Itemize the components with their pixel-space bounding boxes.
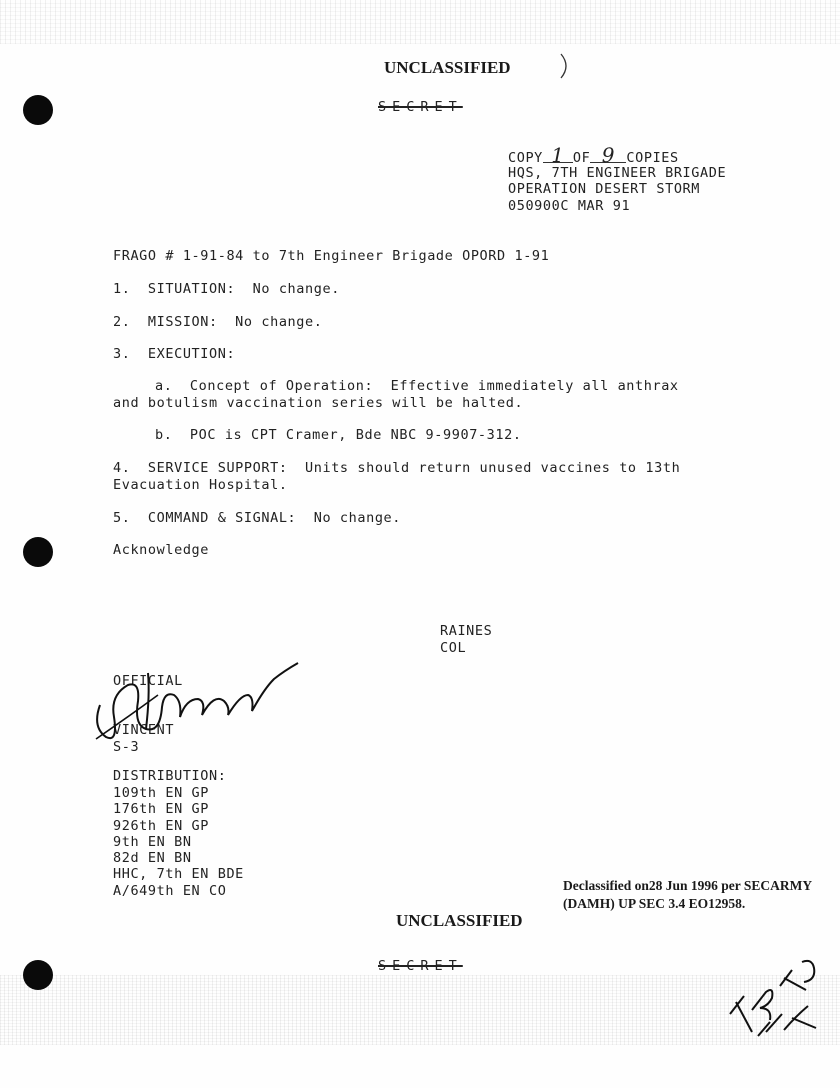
copy-number-handwritten: 1 [543,148,573,163]
distribution-item: 9th EN BN [113,834,192,850]
paragraph-situation: 1. SITUATION: No change. [113,281,340,297]
frago-line: FRAGO # 1-91-84 to 7th Engineer Brigade OPORD 1-91 [113,248,550,264]
paragraph-service-line2: Evacuation Hospital. [113,477,288,493]
classification-header: UNCLASSIFIED [384,58,511,77]
punch-hole-top [23,95,53,125]
punch-hole-bottom [23,960,53,990]
declassification-note [563,877,833,913]
secret-mark-bottom: SECRET [378,958,463,974]
handwritten-stamp [722,952,827,1042]
distribution-item: HHC, 7th EN BDE [113,866,244,882]
hqs-line: HQS, 7TH ENGINEER BRIGADE [508,165,727,181]
paragraph-command: 5. COMMAND & SIGNAL: No change. [113,510,402,526]
paragraph-3b: b. POC is CPT Cramer, Bde NBC 9-9907-312. [155,427,522,443]
declassified-line-2: (DAMH) UP SEC 3.4 EO12958. [563,896,746,911]
scan-noise-top [0,0,840,44]
signer-rank: COL [440,640,467,656]
official-label: OFFICIAL [113,673,183,689]
secret-mark-top: SECRET [378,99,463,115]
distribution-item: 176th EN GP [113,801,210,817]
paragraph-execution: 3. EXECUTION: [113,346,236,362]
acknowledge-line: Acknowledge [113,542,210,558]
signer-name: RAINES [440,623,493,639]
scan-noise-bottom [0,975,840,1045]
paragraph-mission: 2. MISSION: No change. [113,314,323,330]
distribution-item: 926th EN GP [113,818,210,834]
declassified-line-1: Declassified on28 Jun 1996 per SECARMY [563,878,813,893]
dtg-line: 050900C MAR 91 [508,198,631,214]
paragraph-3a-line1: a. Concept of Operation: Effective immediately all anthrax [155,378,679,394]
copy-line: COPY 1 OF 9 COPIES [508,143,679,167]
classification-footer: UNCLASSIFIED [396,911,523,930]
paragraph-3a-line2: and botulism vaccination series will be halted. [113,395,524,411]
official-name: VINCENT [113,722,175,738]
distribution-item: 109th EN GP [113,785,210,801]
handwritten-signature [88,655,308,750]
operation-line: OPERATION DESERT STORM [508,181,701,197]
distribution-heading: DISTRIBUTION: [113,768,227,784]
official-title: S-3 [113,739,140,755]
punch-hole-middle [23,537,53,567]
distribution-item: 82d EN BN [113,850,192,866]
corner-mark-icon [555,52,575,82]
distribution-item: A/649th EN CO [113,883,227,899]
copy-total-handwritten: 9 [590,148,626,163]
paragraph-service-line1: 4. SERVICE SUPPORT: Units should return unused vaccines to 13th [113,460,681,476]
